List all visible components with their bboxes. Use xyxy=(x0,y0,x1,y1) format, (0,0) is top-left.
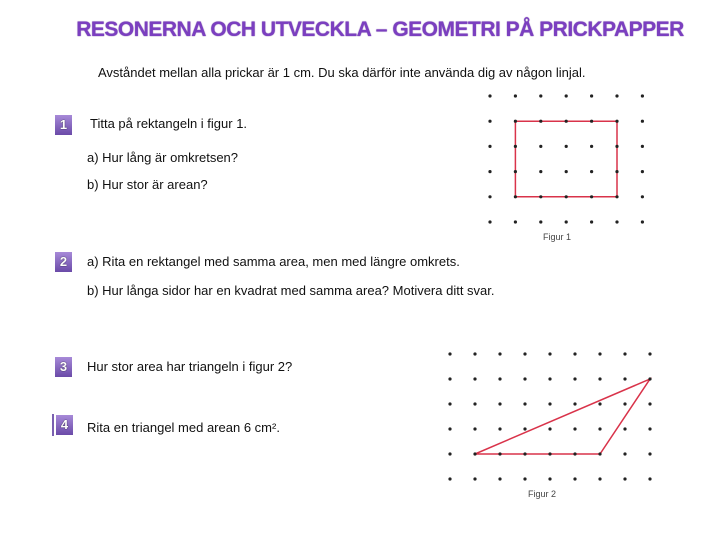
grid-dot xyxy=(641,195,644,198)
grid-dot xyxy=(615,170,618,173)
grid-dot xyxy=(565,195,568,198)
rectangle-shape xyxy=(515,121,617,197)
grid-dot xyxy=(623,427,626,430)
grid-dot xyxy=(488,220,491,223)
grid-dot xyxy=(523,352,526,355)
grid-dot xyxy=(565,220,568,223)
grid-dot xyxy=(539,94,542,97)
grid-dot xyxy=(615,195,618,198)
grid-dot xyxy=(514,170,517,173)
grid-dot xyxy=(473,352,476,355)
grid-dot xyxy=(473,402,476,405)
grid-dot xyxy=(598,402,601,405)
grid-dot xyxy=(448,427,451,430)
grid-dot xyxy=(548,352,551,355)
grid-dot xyxy=(523,452,526,455)
task-2b-text: b) Hur långa sidor har en kvadrat med samma area? Motivera ditt svar. xyxy=(87,283,495,298)
grid-dot xyxy=(598,477,601,480)
grid-dot xyxy=(473,427,476,430)
grid-dot xyxy=(573,377,576,380)
grid-dot xyxy=(488,170,491,173)
grid-dot xyxy=(598,377,601,380)
grid-dot xyxy=(498,377,501,380)
grid-dot xyxy=(615,145,618,148)
grid-dot xyxy=(498,352,501,355)
grid-dot xyxy=(539,145,542,148)
grid-dot xyxy=(623,377,626,380)
grid-dot xyxy=(590,170,593,173)
grid-dot xyxy=(590,120,593,123)
grid-dot xyxy=(523,402,526,405)
grid-dot xyxy=(573,427,576,430)
grid-dot xyxy=(615,94,618,97)
grid-dot xyxy=(590,94,593,97)
grid-dot xyxy=(641,170,644,173)
triangle-shape xyxy=(475,379,650,454)
task-1-text: Titta på rektangeln i figur 1. xyxy=(90,116,248,131)
task-number-4: 4 xyxy=(56,415,73,435)
grid-dot xyxy=(473,377,476,380)
grid-dot xyxy=(523,377,526,380)
grid-dot xyxy=(648,427,651,430)
grid-dot xyxy=(448,477,451,480)
grid-dot xyxy=(514,120,517,123)
grid-dot xyxy=(573,352,576,355)
grid-dot xyxy=(548,402,551,405)
task-number-2: 2 xyxy=(55,252,72,272)
grid-dot xyxy=(473,452,476,455)
grid-dot xyxy=(623,477,626,480)
figure-2-dot-grid xyxy=(440,344,660,494)
grid-dot xyxy=(448,452,451,455)
task-number-3: 3 xyxy=(55,357,72,377)
grid-dot xyxy=(598,352,601,355)
grid-dot xyxy=(641,94,644,97)
grid-dot xyxy=(641,220,644,223)
grid-dot xyxy=(548,377,551,380)
grid-dot xyxy=(539,195,542,198)
grid-dot xyxy=(448,352,451,355)
grid-dot xyxy=(648,477,651,480)
figure-1-caption: Figur 1 xyxy=(543,232,572,242)
grid-dot xyxy=(514,220,517,223)
grid-dot xyxy=(498,402,501,405)
grid-dot xyxy=(573,402,576,405)
intro-text: Avståndet mellan alla prickar är 1 cm. Du ska därför inte använda dig av någon linjal. xyxy=(98,65,586,80)
figure-2-caption: Figur 2 xyxy=(528,489,557,499)
grid-dot xyxy=(590,145,593,148)
grid-dot xyxy=(514,94,517,97)
grid-dot xyxy=(565,170,568,173)
grid-dot xyxy=(623,352,626,355)
grid-dot xyxy=(573,452,576,455)
grid-dot xyxy=(488,120,491,123)
grid-dot xyxy=(523,427,526,430)
grid-dot xyxy=(590,195,593,198)
grid-dot xyxy=(573,477,576,480)
grid-dot xyxy=(514,195,517,198)
grid-dot xyxy=(648,352,651,355)
grid-dot xyxy=(648,452,651,455)
grid-dot xyxy=(598,452,601,455)
grid-dot xyxy=(648,402,651,405)
grid-dot xyxy=(565,120,568,123)
grid-dot xyxy=(539,120,542,123)
grid-dot xyxy=(548,477,551,480)
grid-dot xyxy=(448,402,451,405)
grid-dot xyxy=(488,145,491,148)
grid-dot xyxy=(623,452,626,455)
grid-dot xyxy=(539,170,542,173)
grid-dot xyxy=(498,452,501,455)
grid-dot xyxy=(473,477,476,480)
task-number-1: 1 xyxy=(55,115,72,135)
grid-dot xyxy=(448,377,451,380)
task-3-text: Hur stor area har triangeln i figur 2? xyxy=(87,359,293,374)
grid-dot xyxy=(623,402,626,405)
task-2a-text: a) Rita en rektangel med samma area, men med längre omkrets. xyxy=(87,254,460,269)
grid-dot xyxy=(514,145,517,148)
grid-dot xyxy=(598,427,601,430)
grid-dot xyxy=(539,220,542,223)
grid-dot xyxy=(648,377,651,380)
grid-dot xyxy=(488,195,491,198)
divider xyxy=(52,414,54,436)
figure-1-dot-grid xyxy=(480,86,660,236)
grid-dot xyxy=(615,120,618,123)
grid-dot xyxy=(548,452,551,455)
task-1a-text: a) Hur lång är omkretsen? xyxy=(87,150,239,165)
page-title: RESONERNA OCH UTVECKLA – GEOMETRI PÅ PRICKPAPPER xyxy=(76,18,684,41)
grid-dot xyxy=(523,477,526,480)
task-4-text: Rita en triangel med arean 6 cm². xyxy=(87,420,280,435)
grid-dot xyxy=(590,220,593,223)
grid-dot xyxy=(498,477,501,480)
grid-dot xyxy=(641,120,644,123)
grid-dot xyxy=(498,427,501,430)
grid-dot xyxy=(488,94,491,97)
grid-dot xyxy=(615,220,618,223)
grid-dot xyxy=(565,94,568,97)
grid-dot xyxy=(565,145,568,148)
grid-dot xyxy=(548,427,551,430)
grid-dot xyxy=(641,145,644,148)
task-1b-text: b) Hur stor är arean? xyxy=(87,177,208,192)
